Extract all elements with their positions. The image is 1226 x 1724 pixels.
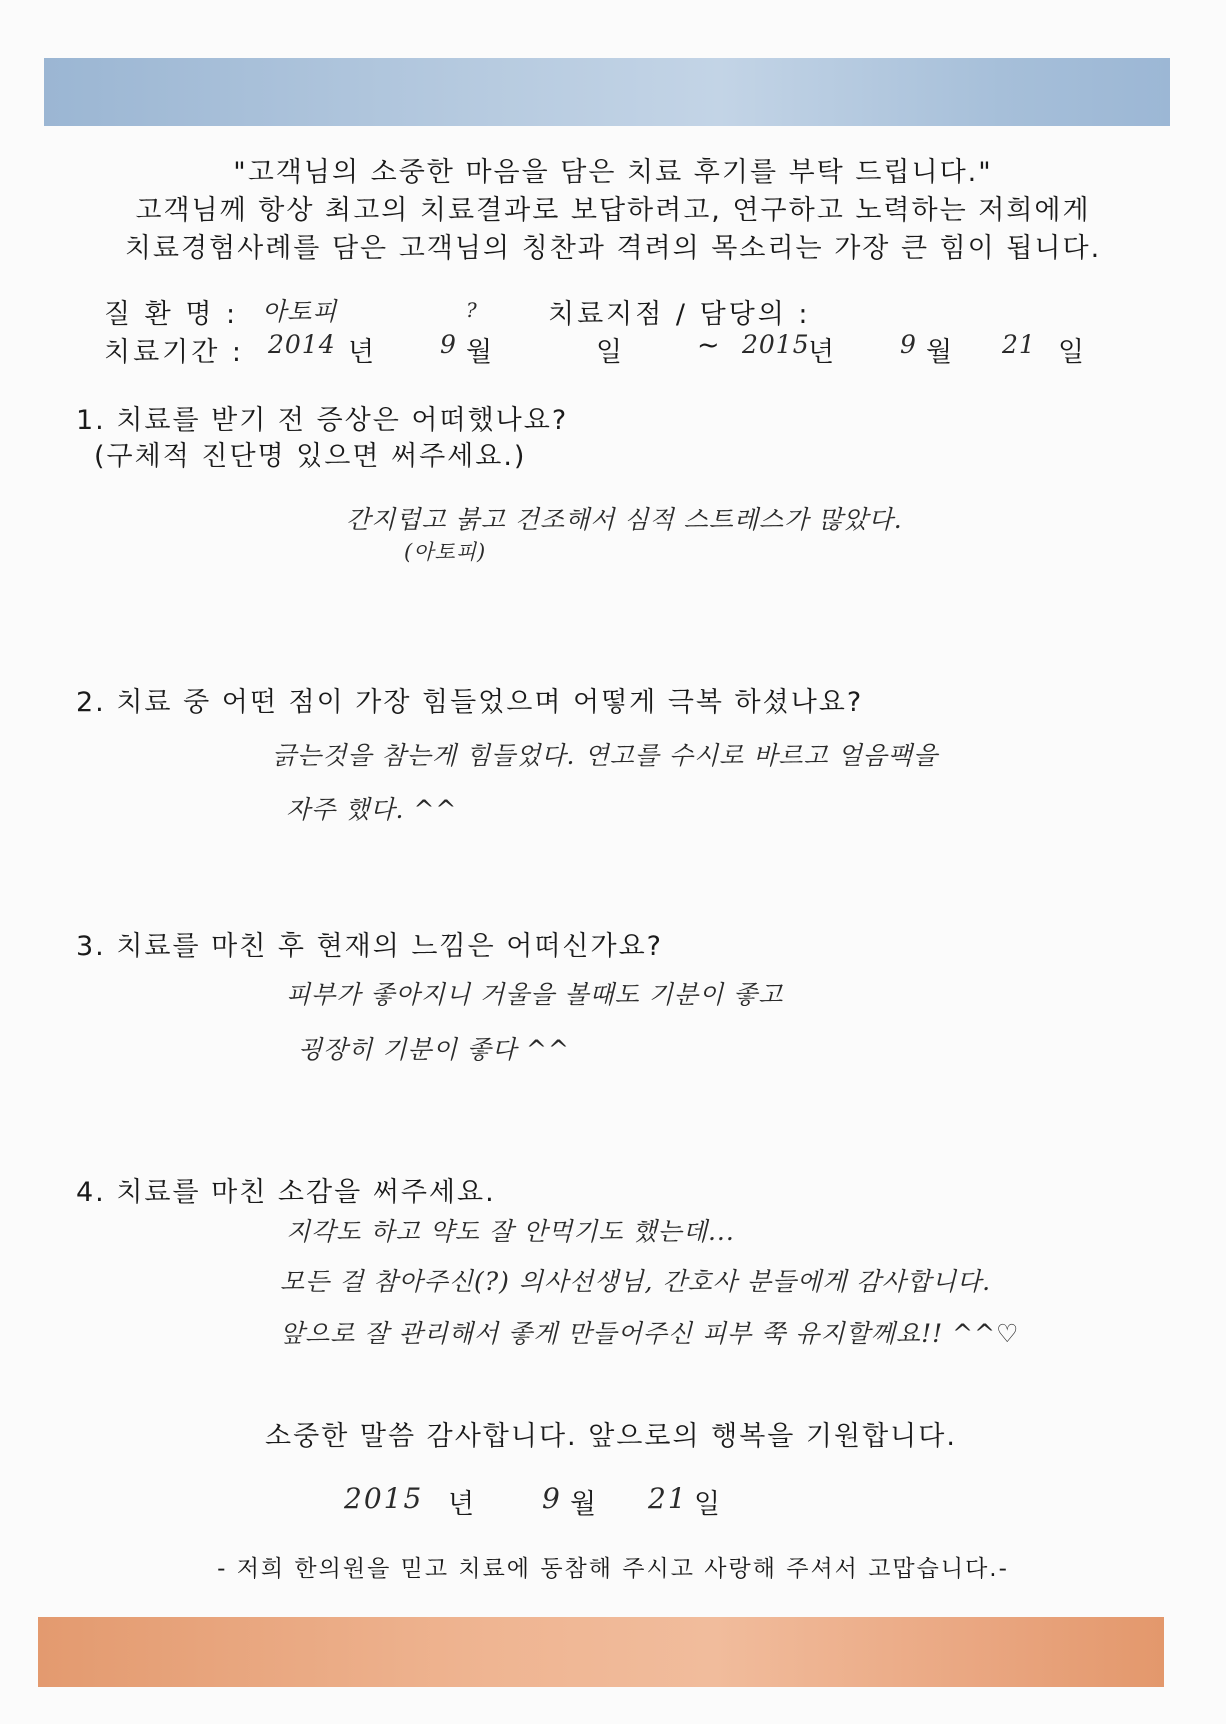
answer-2-line-1: 긁는것을 참는게 힘들었다. 연고를 수시로 바르고 얼음팩을 [272, 741, 939, 770]
bottom-color-band [38, 1617, 1164, 1687]
start-month: 9 [440, 330, 457, 359]
closing-thanks: 소중한 말씀 감사합니다. 앞으로의 행복을 기원합니다. [265, 1421, 957, 1452]
intro-line-3: 치료경험사례를 담은 고객님의 칭찬과 격려의 목소리는 가장 큰 힘이 됩니다. [124, 233, 1102, 264]
answer-4-line-2: 모든 걸 참아주신(?) 의사선생님, 간호사 분들에게 감사합니다. [280, 1267, 992, 1296]
end-month: 9 [900, 330, 917, 359]
intro-line-1: "고객님의 소중한 마음을 담은 치료 후기를 부탁 드립니다." [233, 157, 993, 188]
top-color-band [44, 58, 1170, 126]
start-year-unit: 년 [348, 337, 378, 368]
disease-question-mark: ? [466, 298, 478, 322]
question-1-subtitle: (구체적 진단명 있으면 써주세요.) [94, 441, 527, 472]
start-day-unit: 일 [596, 337, 626, 368]
period-tilde: ~ [697, 330, 723, 361]
answer-4-line-3: 앞으로 잘 관리해서 좋게 만들어주신 피부 쭉 유지할께요!! ^^♡ [280, 1319, 1020, 1348]
question-4-title: 4. 치료를 마친 소감을 써주세요. [76, 1177, 496, 1208]
question-2-title: 2. 치료 중 어떤 점이 가장 힘들었으며 어떻게 극복 하셨나요? [76, 687, 864, 718]
answer-1-line-1: 간지럽고 붉고 건조해서 심적 스트레스가 많았다. [346, 505, 903, 534]
closing-date-day: 21 [648, 1482, 688, 1515]
end-month-unit: 월 [926, 337, 956, 368]
closing-date-month: 9 [542, 1482, 562, 1515]
disease-value: 아토피 [262, 297, 338, 326]
answer-1-line-2: (아토피) [404, 540, 487, 564]
closing-year-unit: 년 [448, 1489, 478, 1520]
start-month-unit: 월 [466, 337, 496, 368]
question-3-title: 3. 치료를 마친 후 현재의 느낌은 어떠신가요? [76, 931, 663, 962]
closing-day-unit: 일 [694, 1489, 724, 1520]
period-label: 치료기간 : [104, 337, 245, 368]
end-day: 21 [1002, 330, 1036, 359]
answer-2-line-2: 자주 했다. ^^ [286, 795, 458, 824]
disease-label: 질 환 명 : [104, 299, 239, 330]
end-day-unit: 일 [1058, 337, 1088, 368]
intro-line-2: 고객님께 항상 최고의 치료결과로 보답하려고, 연구하고 노력하는 저희에게 [135, 195, 1091, 226]
closing-footer: - 저희 한의원을 믿고 치료에 동참해 주시고 사랑해 주셔서 고맙습니다.- [217, 1556, 1009, 1582]
start-year: 2014 [268, 330, 336, 359]
answer-4-line-1: 지각도 하고 약도 잘 안먹기도 했는데... [286, 1217, 735, 1246]
branch-doctor-label: 치료지점 / 담당의 : [548, 299, 811, 330]
closing-month-unit: 월 [570, 1489, 600, 1520]
answer-3-line-1: 피부가 좋아지니 거울을 볼때도 기분이 좋고 [286, 980, 784, 1009]
end-year: 2015 [742, 330, 810, 359]
closing-date-year: 2015 [344, 1482, 424, 1515]
end-year-unit: 년 [808, 337, 838, 368]
question-1-title: 1. 치료를 받기 전 증상은 어떠했나요? [76, 405, 569, 436]
answer-3-line-2: 굉장히 기분이 좋다 ^^ [298, 1035, 570, 1064]
